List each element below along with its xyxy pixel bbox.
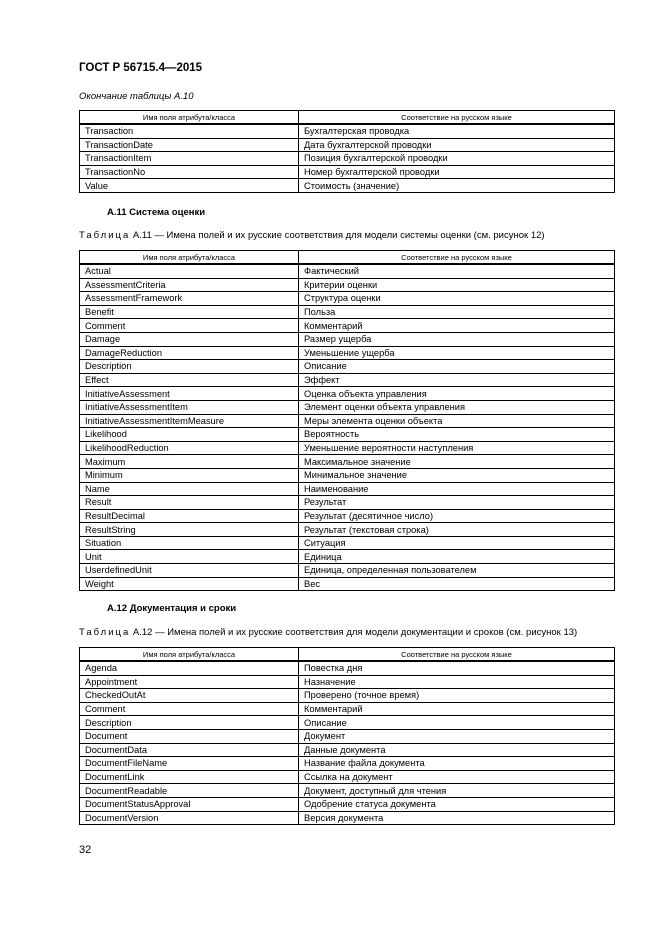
attribute-name-cell: Value [80,179,299,193]
russian-equivalent-cell: Минимальное значение [299,468,615,482]
russian-equivalent-cell: Повестка дня [299,661,615,675]
attribute-name-cell: AssessmentFramework [80,292,299,306]
attribute-name-cell: Name [80,482,299,496]
russian-equivalent-cell: Фактический [299,264,615,278]
table-a12 [79,647,615,825]
russian-equivalent-cell: Ситуация [299,536,615,550]
table-row [80,428,615,442]
table-a12-caption-text: А.12 — Имена полей и их русские соответствия для модели документации и сроков (см. рисунок 13) [130,627,578,638]
russian-equivalent-cell: Размер ущерба [299,332,615,346]
table-row [80,729,615,743]
attribute-name-cell: TransactionItem [80,152,299,166]
column-header-attribute: Имя поля атрибута/класса [80,111,299,125]
attribute-name-cell: DocumentVersion [80,811,299,825]
table-row [80,770,615,784]
russian-equivalent-cell: Польза [299,305,615,319]
attribute-name-cell: Likelihood [80,428,299,442]
attribute-name-cell: ResultString [80,523,299,537]
russian-equivalent-cell: Вероятность [299,428,615,442]
table-row [80,797,615,811]
russian-equivalent-cell: Назначение [299,675,615,689]
attribute-name-cell: InitiativeAssessment [80,387,299,401]
table-row [80,757,615,771]
russian-equivalent-cell: Данные документа [299,743,615,757]
table-row [80,292,615,306]
table-row [80,716,615,730]
table-row [80,496,615,510]
table-row [80,675,615,689]
table-a12-caption-prefix: Таблица [79,627,131,638]
table-row [80,536,615,550]
russian-equivalent-cell: Результат (десятичное число) [299,509,615,523]
table-row [80,165,615,179]
attribute-name-cell: Appointment [80,675,299,689]
table-row [80,468,615,482]
attribute-name-cell: Situation [80,536,299,550]
table-row [80,179,615,193]
russian-equivalent-cell: Описание [299,360,615,374]
table-row [80,482,615,496]
table-row [80,373,615,387]
page-number: 32 [79,844,92,856]
table-row [80,400,615,414]
attribute-name-cell: Weight [80,577,299,591]
table-row [80,523,615,537]
attribute-name-cell: Actual [80,264,299,278]
russian-equivalent-cell: Номер бухгалтерской проводки [299,165,615,179]
attribute-name-cell: TransactionDate [80,138,299,152]
attribute-name-cell: Benefit [80,305,299,319]
russian-equivalent-cell: Описание [299,716,615,730]
russian-equivalent-cell: Документ [299,729,615,743]
russian-equivalent-cell: Стоимость (значение) [299,179,615,193]
attribute-name-cell: Unit [80,550,299,564]
russian-equivalent-cell: Максимальное значение [299,455,615,469]
attribute-name-cell: TransactionNo [80,165,299,179]
russian-equivalent-cell: Результат (текстовая строка) [299,523,615,537]
table-row [80,138,615,152]
attribute-name-cell: Damage [80,332,299,346]
document-code: ГОСТ Р 56715.4—2015 [79,62,203,74]
attribute-name-cell: Transaction [80,124,299,138]
table-row [80,550,615,564]
attribute-name-cell: DamageReduction [80,346,299,360]
attribute-name-cell: DocumentFileName [80,757,299,771]
attribute-name-cell: Comment [80,319,299,333]
russian-equivalent-cell: Проверено (точное время) [299,689,615,703]
table-row [80,278,615,292]
table-row [80,509,615,523]
table-a12-caption [79,627,577,638]
russian-equivalent-cell: Вес [299,577,615,591]
attribute-name-cell: Comment [80,702,299,716]
attribute-name-cell: Minimum [80,468,299,482]
attribute-name-cell: Description [80,716,299,730]
table-row [80,360,615,374]
russian-equivalent-cell: Элемент оценки объекта управления [299,400,615,414]
column-header-russian: Соответствие на русском языке [299,251,615,265]
attribute-name-cell: ResultDecimal [80,509,299,523]
russian-equivalent-cell: Меры элемента оценки объекта [299,414,615,428]
russian-equivalent-cell: Комментарий [299,319,615,333]
attribute-name-cell: Agenda [80,661,299,675]
attribute-name-cell: InitiativeAssessmentItem [80,400,299,414]
section-a11-heading: А.11 Система оценки [107,207,206,218]
table-a10 [79,110,615,193]
table-row [80,661,615,675]
table-a11-caption-prefix: Таблица [79,230,131,241]
table-row [80,264,615,278]
russian-equivalent-cell: Эффект [299,373,615,387]
attribute-name-cell: Document [80,729,299,743]
russian-equivalent-cell: Оценка объекта управления [299,387,615,401]
attribute-name-cell: CheckedOutAt [80,689,299,703]
table-a11-caption [79,230,545,241]
table-row [80,811,615,825]
russian-equivalent-cell: Ссылка на документ [299,770,615,784]
column-header-russian: Соответствие на русском языке [299,111,615,125]
russian-equivalent-cell: Название файла документа [299,757,615,771]
table-a11-caption-text: А.11 — Имена полей и их русские соответствия для модели системы оценки (см. рисунок 12) [130,230,545,241]
russian-equivalent-cell: Дата бухгалтерской проводки [299,138,615,152]
table-row [80,564,615,578]
russian-equivalent-cell: Уменьшение вероятности наступления [299,441,615,455]
table-a10-caption: Окончание таблицы А.10 [79,91,194,102]
column-header-russian: Соответствие на русском языке [299,648,615,662]
table-row [80,689,615,703]
table-row [80,743,615,757]
table-row [80,577,615,591]
table-row [80,441,615,455]
attribute-name-cell: Result [80,496,299,510]
russian-equivalent-cell: Бухгалтерская проводка [299,124,615,138]
table-row [80,455,615,469]
table-row [80,332,615,346]
attribute-name-cell: DocumentData [80,743,299,757]
table-row [80,319,615,333]
attribute-name-cell: InitiativeAssessmentItemMeasure [80,414,299,428]
table-row [80,387,615,401]
attribute-name-cell: DocumentLink [80,770,299,784]
column-header-attribute: Имя поля атрибута/класса [80,251,299,265]
column-header-attribute: Имя поля атрибута/класса [80,648,299,662]
attribute-name-cell: Description [80,360,299,374]
attribute-name-cell: Effect [80,373,299,387]
russian-equivalent-cell: Единица, определенная пользователем [299,564,615,578]
russian-equivalent-cell: Версия документа [299,811,615,825]
russian-equivalent-cell: Позиция бухгалтерской проводки [299,152,615,166]
attribute-name-cell: LikelihoodReduction [80,441,299,455]
attribute-name-cell: UserdefinedUnit [80,564,299,578]
russian-equivalent-cell: Документ, доступный для чтения [299,784,615,798]
attribute-name-cell: AssessmentCriteria [80,278,299,292]
table-row [80,414,615,428]
table-a11 [79,250,615,591]
attribute-name-cell: DocumentReadable [80,784,299,798]
russian-equivalent-cell: Комментарий [299,702,615,716]
table-row [80,124,615,138]
russian-equivalent-cell: Единица [299,550,615,564]
table-row [80,305,615,319]
russian-equivalent-cell: Результат [299,496,615,510]
russian-equivalent-cell: Критерии оценки [299,278,615,292]
russian-equivalent-cell: Уменьшение ущерба [299,346,615,360]
attribute-name-cell: Maximum [80,455,299,469]
table-row [80,784,615,798]
table-row [80,152,615,166]
attribute-name-cell: DocumentStatusApproval [80,797,299,811]
table-row [80,346,615,360]
russian-equivalent-cell: Одобрение статуса документа [299,797,615,811]
russian-equivalent-cell: Наименование [299,482,615,496]
section-a12-heading: А.12 Документация и сроки [107,603,237,614]
table-row [80,702,615,716]
russian-equivalent-cell: Структура оценки [299,292,615,306]
